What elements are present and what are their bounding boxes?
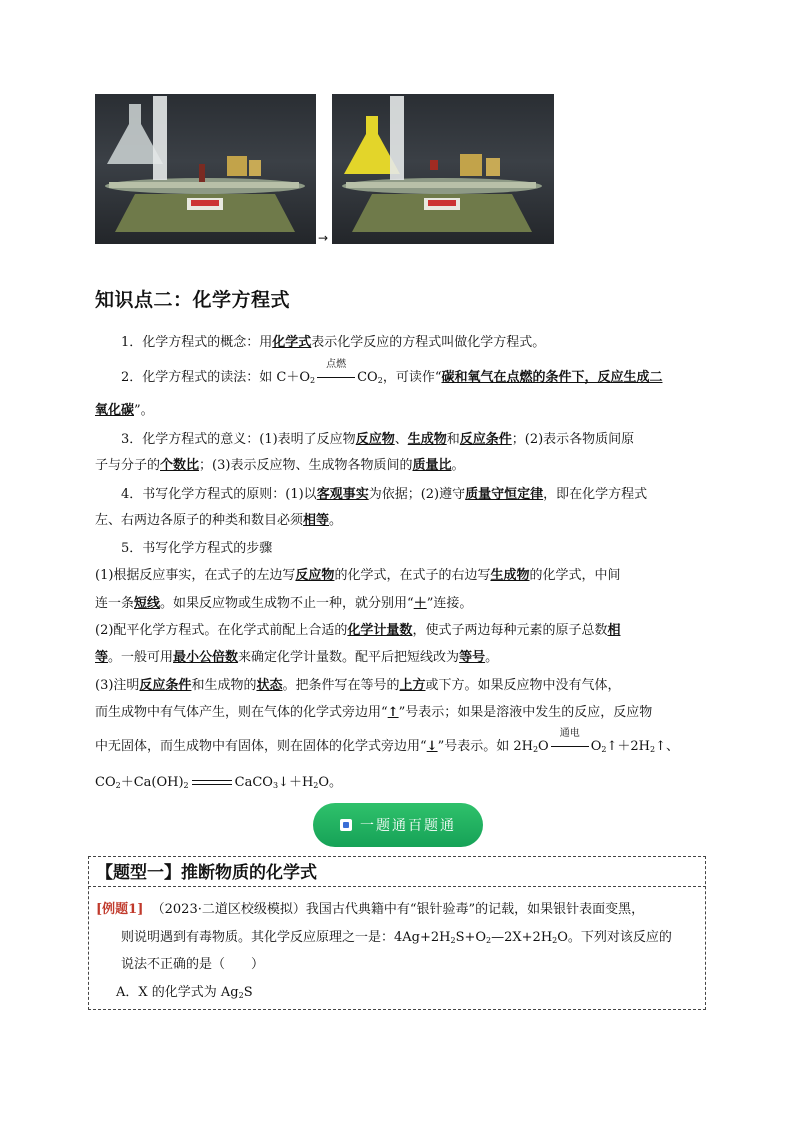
balance-illustration bbox=[332, 94, 554, 244]
reaction-condition: 点燃 bbox=[317, 368, 355, 388]
step-2-cont: 等。一般可用最小公倍数来确定化学计量数。配平后把短线改为等号。 bbox=[95, 650, 499, 665]
example-line-3: 说法不正确的是（ ） bbox=[121, 957, 265, 972]
option-a[interactable]: A．X 的化学式为 $Ag_2S$ bbox=[116, 985, 253, 1000]
item-2: 2．化学方程式的读法：如 $C+O_2$ 点燃 $CO_2$，可读作“碳和氧气在点燃的条件下，反应生成二 bbox=[121, 368, 662, 388]
example-line-2: 则说明遇到有毒物质。其化学反应原理之一是：$4Ag+2H_2S+O_2—2X+2H_2O$。下列对该反应的 bbox=[121, 930, 672, 945]
step-1-cont: 连一条短线。如果反应物或生成物不止一种，就分别用“＋”连接。 bbox=[95, 596, 473, 611]
arrow-icon: → bbox=[318, 231, 329, 245]
step-1: (1)根据反应事实，在式子的左边写反应物的化学式，在式子的右边写生成物的化学式，中间 bbox=[95, 568, 621, 583]
item-2-cont: 氧化碳”。 bbox=[95, 403, 154, 418]
question-box-divider bbox=[88, 886, 706, 887]
balance-illustration bbox=[95, 94, 316, 244]
item-3-cont: 子与分子的个数比；(3)表示反应物、生成物各物质间的质量比。 bbox=[95, 458, 465, 473]
item-4: 4．书写化学方程式的原则：(1)以客观事实为依据；(2)遵守质量守恒定律，即在化学方程式 bbox=[121, 487, 648, 502]
balance-photo-after bbox=[332, 94, 554, 244]
step-3: (3)注明反应条件和生成物的状态。把条件写在等号的上方或下方。如果反应物中没有气体， bbox=[95, 678, 621, 693]
practice-banner-button[interactable] bbox=[313, 803, 483, 847]
step-3-cont-3: $CO_2+Ca(OH)_2$ $CaCO_3↓+H_2O$。 bbox=[95, 775, 343, 790]
book-icon bbox=[340, 819, 352, 831]
step-3-cont-2: 中无固体，而生成物中有固体，则在固体的化学式旁边用“↓”号表示。如 $2H_2O$ 通电 $O_2↑+2H_2↑$、 bbox=[95, 737, 679, 757]
equal-sign bbox=[192, 780, 232, 785]
item-1: 1．化学方程式的概念：用化学式表示化学反应的方程式叫做化学方程式。 bbox=[121, 335, 546, 350]
step-2: (2)配平化学方程式。在化学式前配上合适的化学计量数，使式子两边每种元素的原子总数相 bbox=[95, 623, 621, 638]
question-type-title: 【题型一】推断物质的化学式 bbox=[96, 863, 317, 883]
example-line-1: [例题1] （2023·二道区校级模拟）我国古代典籍中有“银针验毒”的记载，如果银针表面变黑， bbox=[96, 902, 645, 917]
item-5-title: 5．书写化学方程式的步骤 bbox=[121, 541, 273, 556]
example-tag: [例题1] bbox=[96, 902, 144, 917]
item-4-cont: 左、右两边各原子的种类和数目必须相等。 bbox=[95, 513, 343, 528]
step-3-cont-1: 而生成物中有气体产生，则在气体的化学式旁边用“↑”号表示；如果是溶液中发生的反应，反应物 bbox=[95, 705, 653, 720]
balance-photo-before bbox=[95, 94, 316, 244]
item-3: 3．化学方程式的意义：(1)表明了反应物反应物、生成物和反应条件；(2)表示各物质间原 bbox=[121, 432, 635, 447]
section-heading: 知识点二：化学方程式 bbox=[95, 289, 291, 311]
practice-banner-label: 一题通百题通 bbox=[360, 818, 456, 834]
reaction-condition: 通电 bbox=[551, 737, 589, 757]
